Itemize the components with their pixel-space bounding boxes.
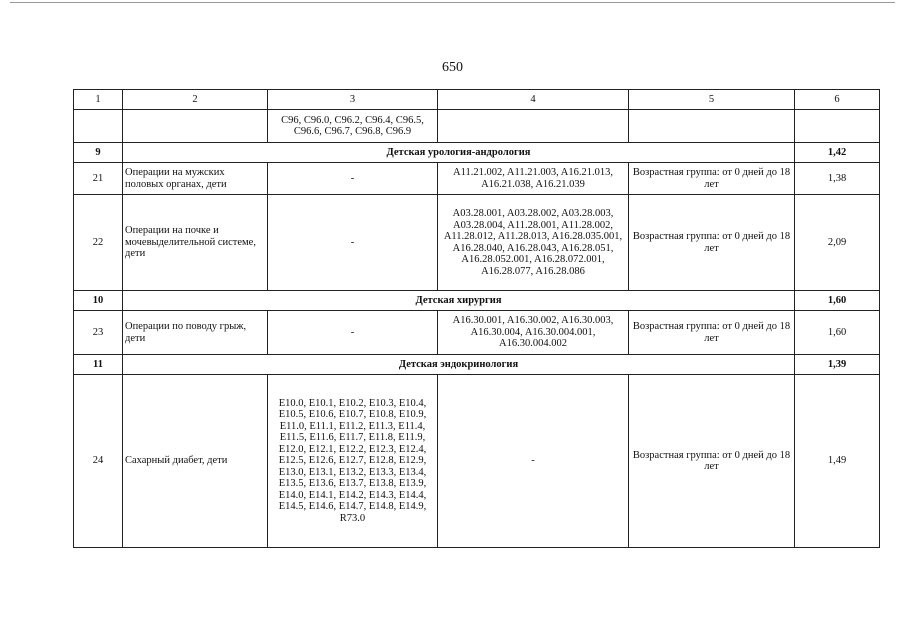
section-row	[74, 291, 880, 311]
section-row	[74, 143, 880, 163]
section-title: Детская урология-андрология	[123, 143, 795, 163]
row-number-cell: 21	[74, 163, 123, 195]
column-number-header	[74, 90, 880, 110]
table-row	[74, 375, 880, 548]
coefficient-cell: 1,38	[795, 163, 880, 195]
criteria-cell: Возрастная группа: от 0 дней до 18 лет	[629, 195, 795, 291]
coefficient-cell: 2,09	[795, 195, 880, 291]
table-row-continuation	[74, 110, 880, 143]
diagnosis-codes-cell: E10.0, E10.1, E10.2, E10.3, E10.4, E10.5, E10.6, E10.7, E10.8, E10.9, E11.0, E11.1, E11.2, E11.3, E11.4, E11.5, E11.6, E11.7, E11.8, E11.9, E12.0, E12.1, E12.2, E12.3, E12.4, E12.5, E12.6, E12.7, E12.8, E12.9, E13.0, E13.1, E13.2, E13.3, E13.4, E13.5, E13.6, E13.7, E13.8, E13.9, E14.0, E14.1, E14.2, E14.3, E14.4, E14.5, E14.6, E14.7, E14.8, E14.9, R73.0	[268, 375, 438, 548]
row-name-cell: Операции по поводу грыж, дети	[123, 311, 268, 355]
service-codes-cell: -	[438, 375, 629, 548]
row-number-cell: 24	[74, 375, 123, 548]
scan-edge-line	[10, 2, 895, 3]
service-codes-cell: A11.21.002, A11.21.003, A16.21.013, A16.21.038, A16.21.039	[438, 163, 629, 195]
section-title: Детская эндокринология	[123, 355, 795, 375]
section-number: 10	[74, 291, 123, 311]
row-name-cell: Операции на почке и мочевыделительной системе, дети	[123, 195, 268, 291]
header-cell: 5	[629, 90, 795, 110]
row-name-cell: Операции на мужских половых органах, дети	[123, 163, 268, 195]
criteria-cell	[629, 110, 795, 143]
header-cell: 6	[795, 90, 880, 110]
criteria-cell: Возрастная группа: от 0 дней до 18 лет	[629, 311, 795, 355]
page-number: 650	[442, 60, 463, 75]
diagnosis-codes-cell: -	[268, 163, 438, 195]
diagnosis-codes-cell: -	[268, 195, 438, 291]
section-row	[74, 355, 880, 375]
row-number-cell	[74, 110, 123, 143]
diagnosis-codes-cell: C96, C96.0, C96.2, C96.4, C96.5, C96.6, C96.7, C96.8, C96.9	[268, 110, 438, 143]
section-number: 9	[74, 143, 123, 163]
section-title: Детская хирургия	[123, 291, 795, 311]
table-row	[74, 311, 880, 355]
header-cell: 4	[438, 90, 629, 110]
table-row	[74, 195, 880, 291]
header-cell: 3	[268, 90, 438, 110]
section-coefficient: 1,42	[795, 143, 880, 163]
service-codes-cell	[438, 110, 629, 143]
diagnosis-codes-cell: -	[268, 311, 438, 355]
coefficient-cell: 1,60	[795, 311, 880, 355]
row-number-cell: 22	[74, 195, 123, 291]
section-number: 11	[74, 355, 123, 375]
section-coefficient: 1,39	[795, 355, 880, 375]
tariff-table	[73, 89, 880, 548]
table-row	[74, 163, 880, 195]
coefficient-cell: 1,49	[795, 375, 880, 548]
row-name-cell	[123, 110, 268, 143]
criteria-cell: Возрастная группа: от 0 дней до 18 лет	[629, 163, 795, 195]
header-cell: 2	[123, 90, 268, 110]
row-number-cell: 23	[74, 311, 123, 355]
coefficient-cell	[795, 110, 880, 143]
service-codes-cell: A16.30.001, A16.30.002, A16.30.003, A16.30.004, A16.30.004.001, A16.30.004.002	[438, 311, 629, 355]
header-cell: 1	[74, 90, 123, 110]
row-name-cell: Сахарный диабет, дети	[123, 375, 268, 548]
service-codes-cell: A03.28.001, A03.28.002, A03.28.003, A03.28.004, A11.28.001, A11.28.002, A11.28.012, A11.28.013, A16.28.035.001, A16.28.040, A16.28.043, A16.28.051, A16.28.052.001, A16.28.072.001, A16.28.077, A16.28.086	[438, 195, 629, 291]
section-coefficient: 1,60	[795, 291, 880, 311]
criteria-cell: Возрастная группа: от 0 дней до 18 лет	[629, 375, 795, 548]
